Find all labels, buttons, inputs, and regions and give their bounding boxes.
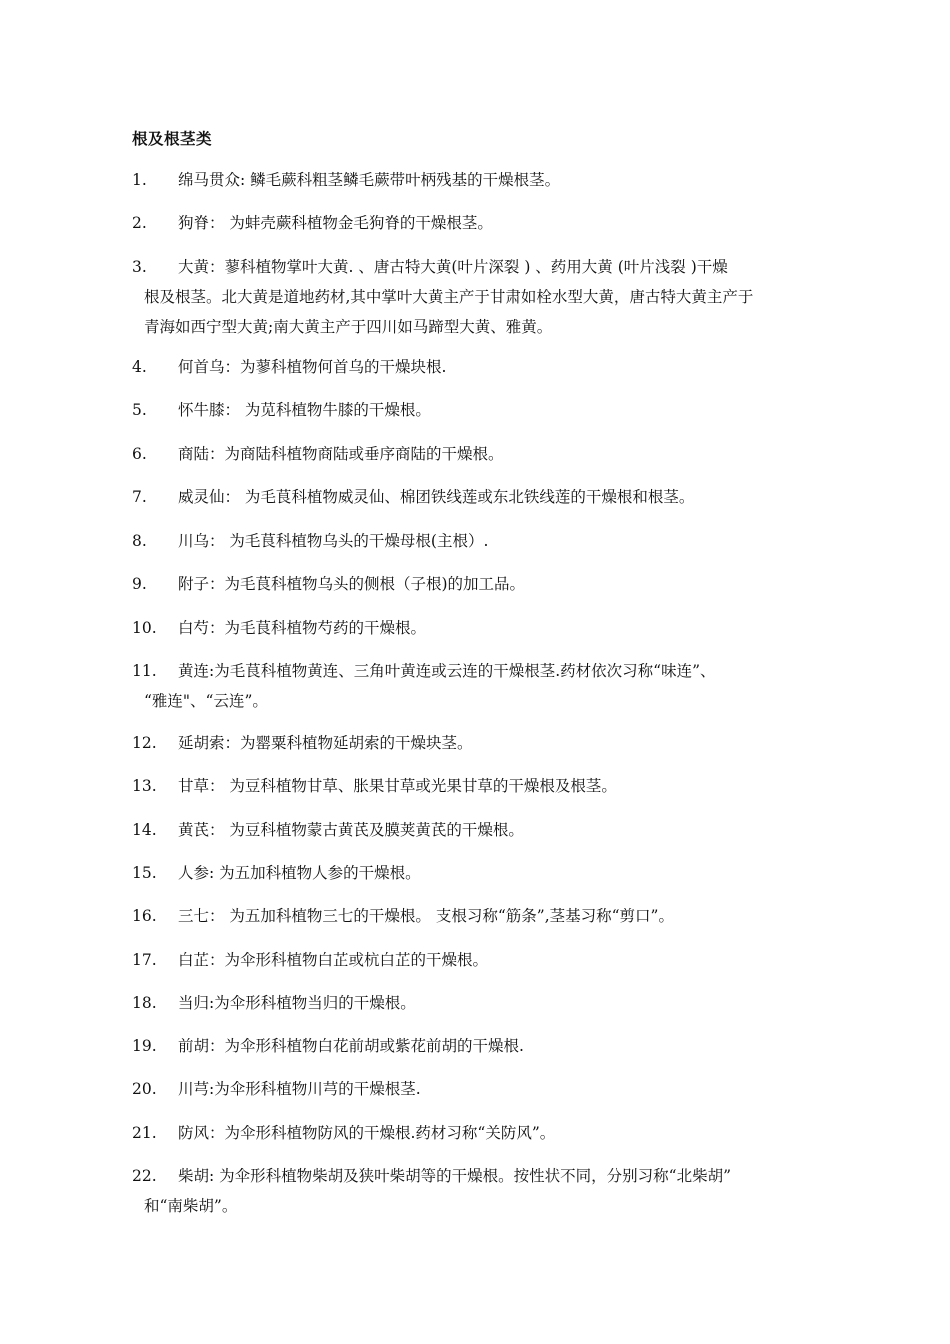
item-text: 当归:为伞形科植物当归的干燥根。	[178, 994, 416, 1012]
list-item	[132, 1074, 812, 1104]
item-text: 商陆：为商陆科植物商陆或垂序商陆的干燥根。	[178, 445, 504, 463]
item-number: 5.	[132, 401, 147, 419]
list-item	[132, 771, 812, 801]
item-text: 黄连:为毛茛科植物黄连、三角叶黄连或云连的干燥根茎.药材依次习称“味连”、	[178, 662, 716, 680]
item-number: 15.	[132, 864, 157, 882]
item-number: 1.	[132, 171, 147, 189]
list-item	[132, 945, 812, 975]
item-text: 狗脊： 为蚌壳蕨科植物金毛狗脊的干燥根茎。	[178, 214, 493, 232]
item-text: 人参: 为五加科植物人参的干燥根。	[178, 864, 421, 882]
item-number: 11.	[132, 662, 157, 680]
item-text: 威灵仙： 为毛茛科植物威灵仙、棉团铁线莲或东北铁线莲的干燥根和根茎。	[178, 488, 695, 506]
list-item	[132, 569, 812, 599]
item-text: 何首乌：为蓼科植物何首乌的干燥块根.	[178, 358, 447, 376]
list-item	[132, 208, 812, 238]
list-item	[132, 901, 812, 931]
list-item	[132, 252, 812, 342]
item-text: 甘草： 为豆科植物甘草、胀果甘草或光果甘草的干燥根及根茎。	[178, 777, 617, 795]
item-number: 16.	[132, 907, 157, 925]
list-item	[132, 1161, 812, 1221]
item-number: 4.	[132, 358, 147, 376]
item-text: 延胡索：为罂粟科植物延胡索的干燥块茎。	[178, 734, 473, 752]
item-number: 7.	[132, 488, 147, 506]
item-text-continued: “雅连"、“云连”。	[144, 692, 268, 710]
item-number: 12.	[132, 734, 157, 752]
list-item	[132, 613, 812, 643]
list-item	[132, 395, 812, 425]
item-number: 9.	[132, 575, 147, 593]
item-number: 21.	[132, 1124, 157, 1142]
item-text: 怀牛膝： 为苋科植物牛膝的干燥根。	[178, 401, 431, 419]
item-text: 川芎:为伞形科植物川芎的干燥根茎.	[178, 1080, 421, 1098]
item-number: 17.	[132, 951, 157, 969]
item-text: 三七： 为五加科植物三七的干燥根。 支根习称“筋条”,茎基习称“剪口”。	[178, 907, 674, 925]
item-text-continued: 青海如西宁型大黄;南大黄主产于四川如马蹄型大黄、雅黄。	[144, 318, 553, 336]
item-text: 川乌： 为毛茛科植物乌头的干燥母根(主根）.	[178, 532, 489, 550]
item-text: 大黄：蓼科植物掌叶大黄. 、唐古特大黄(叶片深裂 ) 、药用大黄 (叶片浅裂 )干燥	[178, 258, 728, 276]
item-text-continued: 根及根茎。北大黄是道地药材,其中掌叶大黄主产于甘肃如栓水型大黄，唐古特大黄主产于	[144, 288, 754, 306]
list-item	[132, 1118, 812, 1148]
list-item	[132, 656, 812, 716]
item-text: 绵马贯众: 鳞毛蕨科粗茎鳞毛蕨带叶柄残基的干燥根茎。	[178, 171, 561, 189]
item-number: 14.	[132, 821, 157, 839]
item-text: 防风：为伞形科植物防风的干燥根.药材习称“关防风”。	[178, 1124, 556, 1142]
list-item	[132, 988, 812, 1018]
list-item	[132, 858, 812, 888]
item-number: 6.	[132, 445, 147, 463]
item-text: 白芍：为毛茛科植物芍药的干燥根。	[178, 619, 427, 637]
list-item	[132, 526, 812, 556]
item-number: 19.	[132, 1037, 157, 1055]
item-number: 18.	[132, 994, 157, 1012]
list-item	[132, 728, 812, 758]
item-number: 20.	[132, 1080, 157, 1098]
item-text: 附子：为毛茛科植物乌头的侧根（子根)的加工品。	[178, 575, 526, 593]
section-heading: 根及根茎类	[132, 130, 213, 148]
list-item	[132, 439, 812, 469]
item-text-continued: 和“南柴胡”。	[144, 1197, 238, 1215]
item-text: 柴胡: 为伞形科植物柴胡及狭叶柴胡等的干燥根。按性状不同，分别习称“北柴胡”	[178, 1167, 731, 1185]
list-item	[132, 482, 812, 512]
list-item	[132, 815, 812, 845]
item-text: 黄芪： 为豆科植物蒙古黄芪及膜荚黄芪的干燥根。	[178, 821, 524, 839]
item-number: 2.	[132, 214, 147, 232]
item-text: 前胡：为伞形科植物白花前胡或紫花前胡的干燥根.	[178, 1037, 524, 1055]
item-number: 22.	[132, 1167, 157, 1185]
list-item	[132, 165, 812, 195]
item-number: 13.	[132, 777, 157, 795]
item-number: 10.	[132, 619, 157, 637]
list-item	[132, 1031, 812, 1061]
item-text: 白芷：为伞形科植物白芷或杭白芷的干燥根。	[178, 951, 489, 969]
list-item	[132, 352, 812, 382]
item-number: 3.	[132, 258, 147, 276]
item-number: 8.	[132, 532, 147, 550]
